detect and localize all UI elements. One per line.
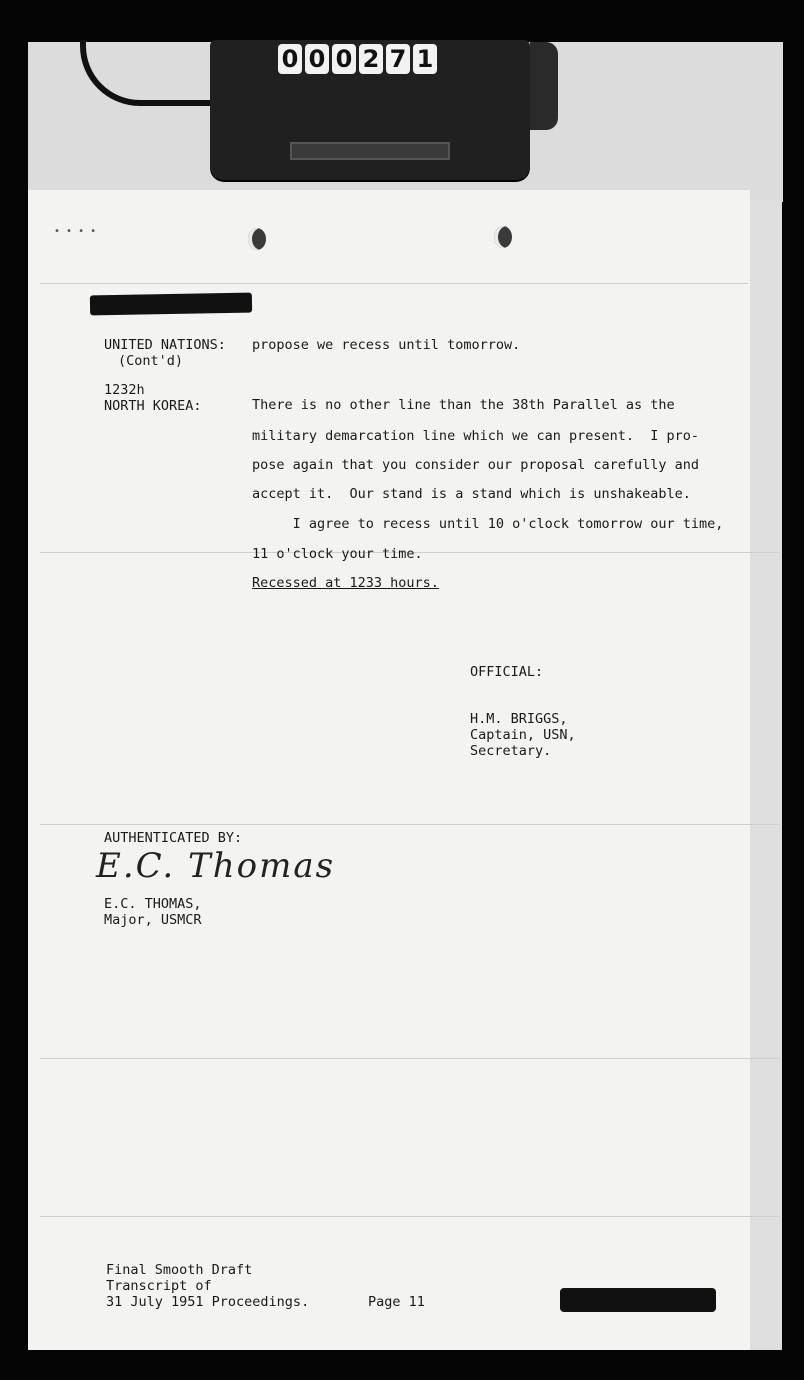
counter-digit: 0 (305, 44, 329, 74)
statement-line: 11 o'clock your time. (252, 546, 423, 562)
punch-hole (494, 226, 512, 248)
statement-line: military demarcation line which we can present. I pro- (252, 428, 700, 444)
auth-name: E.C. THOMAS, (104, 896, 202, 912)
page-number: Page 11 (368, 1294, 425, 1310)
counter-digit: 1 (413, 44, 437, 74)
counter-digit: 7 (386, 44, 410, 74)
paper-rule (40, 283, 748, 284)
counter-digit: 0 (332, 44, 356, 74)
footer-line: Final Smooth Draft (106, 1262, 253, 1278)
counter-plate (290, 142, 450, 160)
speaker-label-un: UNITED NATIONS: (104, 337, 226, 353)
footer-line: 31 July 1951 Proceedings. (106, 1294, 310, 1310)
official-name: H.M. BRIGGS, (470, 711, 568, 727)
punch-hole (248, 228, 266, 250)
counter-digit: 0 (278, 44, 302, 74)
speaker-label-nk: NORTH KOREA: (104, 398, 202, 414)
footer-line: Transcript of (106, 1278, 212, 1294)
margin-marks: • • • • (54, 226, 97, 237)
official-title: Secretary. (470, 743, 552, 759)
recess-note: Recessed at 1233 hours. (252, 575, 439, 591)
auth-rank: Major, USMCR (104, 912, 202, 928)
paper-rule (40, 1216, 780, 1217)
paper-rule (40, 1058, 780, 1059)
statement-line: I agree to recess until 10 o'clock tomorrow our time, (252, 516, 724, 532)
official-label: OFFICIAL: (470, 664, 544, 680)
timestamp: 1232h (104, 382, 145, 398)
counter-display (278, 44, 437, 76)
paper-edge (750, 200, 782, 1350)
speaker-contd: (Cont'd) (118, 353, 184, 369)
un-statement: propose we recess until tomorrow. (252, 337, 521, 353)
handwritten-signature: E.C. Thomas (96, 846, 336, 886)
redaction-bar (560, 1288, 716, 1312)
redaction-bar (90, 293, 252, 316)
counter-digit: 2 (359, 44, 383, 74)
counter-knob (530, 42, 558, 130)
paper-rule (40, 824, 780, 825)
statement-line: accept it. Our stand is a stand which is unshakeable. (252, 486, 691, 502)
statement-line: pose again that you consider our proposal carefully and (252, 457, 700, 473)
authenticated-label: AUTHENTICATED BY: (104, 830, 243, 846)
official-rank: Captain, USN, (470, 727, 576, 743)
statement-line: There is no other line than the 38th Parallel as the (252, 397, 675, 413)
